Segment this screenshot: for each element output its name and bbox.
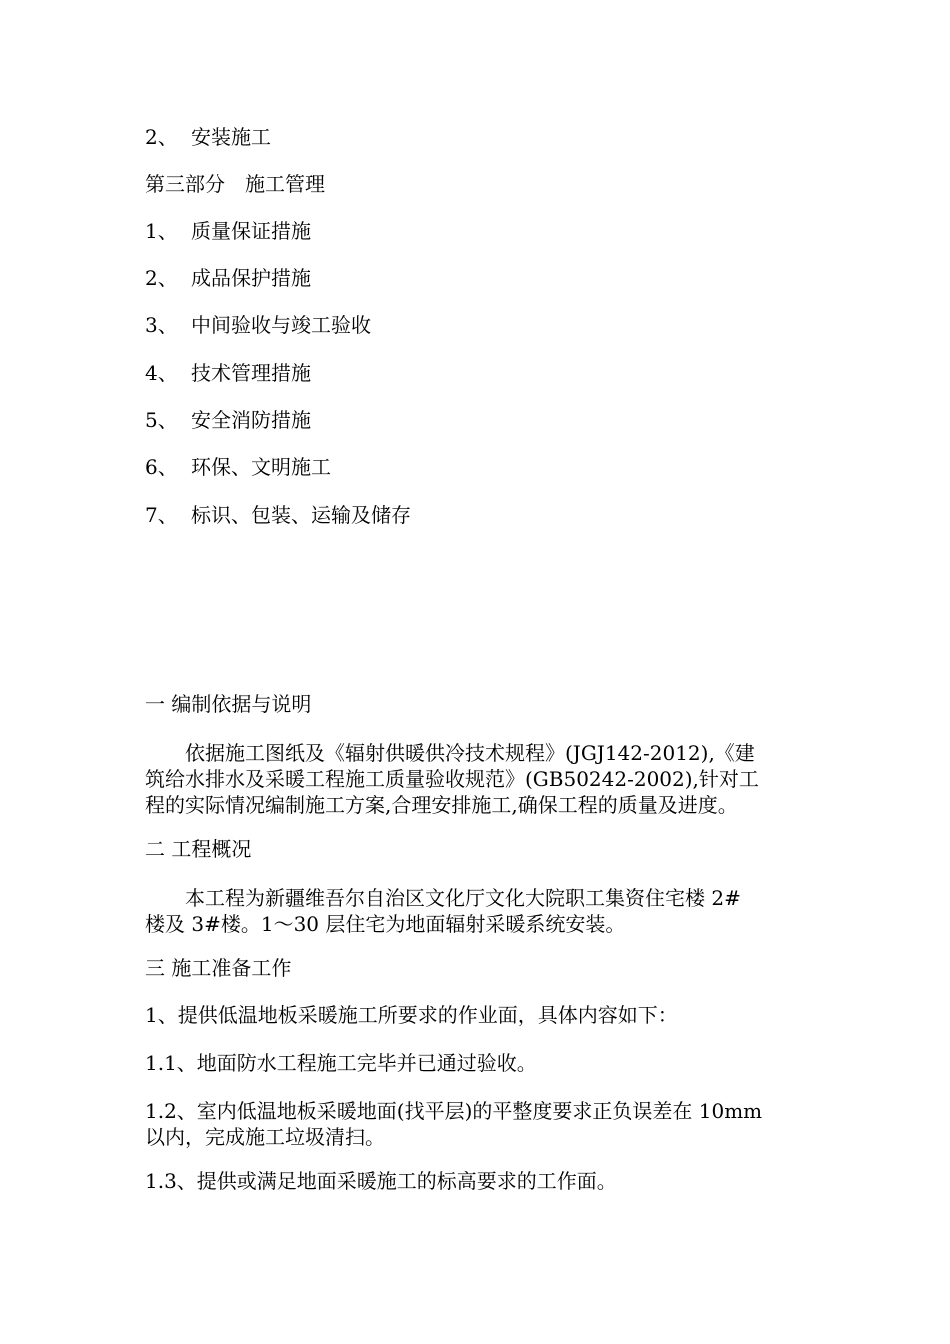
paragraph-line: 本工程为新疆维吾尔自治区文化厅文化大院职工集资住宅楼 2# xyxy=(145,886,741,910)
toc-item-number: 5、 xyxy=(145,408,178,432)
paragraph-line: 1.2、室内低温地板采暖地面(找平层)的平整度要求正负误差在 10mm xyxy=(145,1099,763,1123)
toc-item-text: 成品保护措施 xyxy=(191,266,311,290)
toc-item-text: 技术管理措施 xyxy=(191,361,311,385)
section3-heading: 三 施工准备工作 xyxy=(145,956,292,980)
toc-item-number: 1、 xyxy=(145,219,178,243)
toc-part3-item xyxy=(145,219,311,243)
toc-part3-item xyxy=(145,455,331,479)
section1-paragraph xyxy=(145,740,835,818)
toc-item-number: 2、 xyxy=(145,266,178,290)
toc-part3-item xyxy=(145,313,371,337)
toc-part3-item xyxy=(145,408,311,432)
toc-part3-item xyxy=(145,503,411,527)
toc-item-install xyxy=(145,125,271,149)
toc-part3-title: 第三部分 施工管理 xyxy=(145,172,325,196)
toc-item-text: 质量保证措施 xyxy=(191,219,311,243)
prep-item-1-1: 1.1、地面防水工程施工完毕并已通过验收。 xyxy=(145,1051,537,1075)
prep-item-1-3: 1.3、提供或满足地面采暖施工的标高要求的工作面。 xyxy=(145,1169,617,1193)
toc-part3-item xyxy=(145,266,311,290)
section1-heading: 一 编制依据与说明 xyxy=(145,692,312,716)
toc-item-text: 环保、文明施工 xyxy=(191,455,331,479)
toc-item-number: 6、 xyxy=(145,455,178,479)
toc-item-number: 3、 xyxy=(145,313,178,337)
toc-item-text: 中间验收与竣工验收 xyxy=(191,313,371,337)
toc-item-text: 安装施工 xyxy=(191,125,271,149)
prep-item-1-2 xyxy=(145,1098,835,1150)
section2-paragraph xyxy=(145,885,835,937)
paragraph-line: 楼及 3#楼。1～30 层住宅为地面辐射采暖系统安装。 xyxy=(145,912,626,936)
section2-heading: 二 工程概况 xyxy=(145,837,252,861)
prep-item-1: 1、提供低温地板采暖施工所要求的作业面，具体内容如下： xyxy=(145,1003,678,1027)
toc-item-number: 2、 xyxy=(145,125,178,149)
paragraph-line: 程的实际情况编制施工方案,合理安排施工,确保工程的质量及进度。 xyxy=(145,793,738,817)
toc-item-number: 4、 xyxy=(145,361,178,385)
toc-part3-item xyxy=(145,361,311,385)
paragraph-line: 以内，完成施工垃圾清扫。 xyxy=(145,1125,385,1149)
paragraph-line: 依据施工图纸及《辐射供暖供冷技术规程》(JGJ142-2012),《建 xyxy=(145,741,755,765)
toc-item-text: 标识、包装、运输及储存 xyxy=(191,503,411,527)
toc-item-text: 安全消防措施 xyxy=(191,408,311,432)
paragraph-line: 筑给水排水及采暖工程施工质量验收规范》(GB50242-2002),针对工 xyxy=(145,767,759,791)
toc-item-number: 7、 xyxy=(145,503,178,527)
